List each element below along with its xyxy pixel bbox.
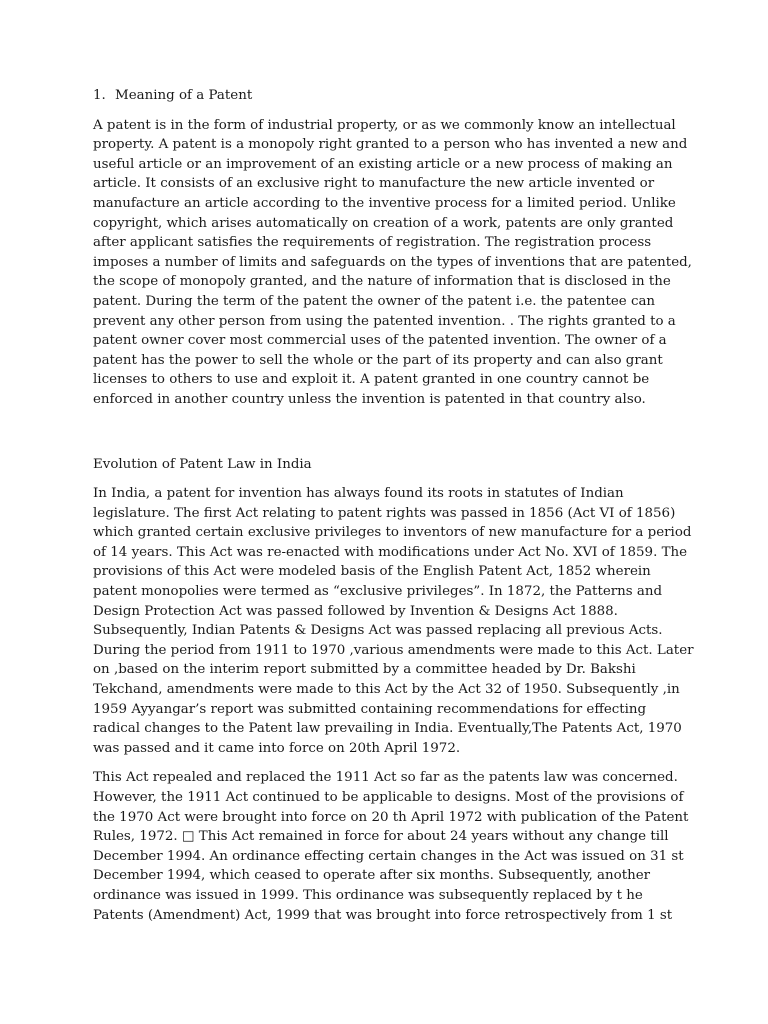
section-heading-meaning-of-patent: [93, 86, 678, 106]
text-line: ordinance was issued in 1999. This ordinance was subsequently replaced by t he: [93, 887, 643, 903]
paragraph-evolution-history: [93, 484, 694, 758]
paragraph-patents-act-1970: [93, 768, 689, 925]
text-line: legislature. The first Act relating to patent rights was passed in 1856 (Act VI of 1856): [93, 505, 676, 521]
text-line: Rules, 1972. □ This Act remained in force for about 24 years without any change till: [93, 829, 669, 845]
text-line: 1959 Ayyangar’s report was submitted containing recommendations for effecting: [93, 701, 647, 717]
text-line: property. A patent is a monopoly right granted to a person who has invented a new and: [93, 137, 688, 153]
document-body: [93, 86, 694, 935]
text-line: A patent is in the form of industrial property, or as we commonly know an intellectual: [93, 117, 676, 133]
text-line: December 1994. An ordinance effecting certain changes in the Act was issued on 31 st: [93, 848, 684, 864]
text-line: of 14 years. This Act was re-enacted with modifications under Act No. XVI of 1859. The: [93, 544, 688, 560]
text-line: after applicant satisfies the requirements of registration. The registration process: [93, 235, 652, 251]
text-line: which granted certain exclusive privileges to inventors of new manufacture for a period: [93, 525, 692, 541]
text-line: on ,based on the interim report submitted by a committee headed by Dr. Bakshi: [93, 662, 636, 678]
text-line: In India, a patent for invention has always found its roots in statutes of Indian: [93, 486, 624, 502]
text-line: Tekchand, amendments were made to this Act by the Act 32 of 1950. Subsequently ,in: [93, 682, 680, 698]
section-heading-evolution: Evolution of Patent Law in India: [93, 456, 312, 472]
text-line: the 1970 Act were brought into force on 20 th April 1972 with publication of the Patent: [93, 809, 689, 825]
paragraph-meaning-of-patent: [93, 116, 692, 410]
text-line: was passed and it came into force on 20th April 1972.: [93, 740, 461, 756]
text-line: radical changes to the Patent law prevailing in India. Eventually,The Patents Act, 1970: [93, 721, 682, 737]
text-line: the scope of monopoly granted, and the nature of information that is disclosed in the: [93, 274, 671, 290]
text-line: This Act repealed and replaced the 1911 Act so far as the patents law was concerned.: [93, 770, 678, 786]
text-line: Subsequently, Indian Patents & Designs Act was passed replacing all previous Acts.: [93, 623, 663, 639]
text-line: Design Protection Act was passed followed by Invention & Designs Act 1888.: [93, 603, 618, 619]
text-line: patent monopolies were termed as “exclusive privileges”. In 1872, the Patterns and: [93, 584, 663, 600]
text-line: imposes a number of limits and safeguards on the types of inventions that are patented,: [93, 254, 692, 270]
text-line: copyright, which arises automatically on creation of a work, patents are only granted: [93, 215, 674, 231]
text-line: prevent any other person from using the patented invention. . The rights granted to a: [93, 313, 676, 329]
text-line: However, the 1911 Act continued to be applicable to designs. Most of the provisions of: [93, 790, 684, 805]
text-line: Patents (Amendment) Act, 1999 that was brought into force retrospectively from 1 st: [93, 907, 673, 923]
text-line: patent owner cover most commercial uses of the patented invention. The owner of a: [93, 333, 667, 349]
text-line: During the period from 1911 to 1970 ,various amendments were made to this Act. Later: [93, 642, 694, 658]
text-line: manufacture an article according to the inventive process for a limited period. Unlike: [93, 195, 676, 211]
text-line: December 1994, which ceased to operate after six months. Subsequently, another: [93, 868, 651, 884]
text-line: article. It consists of an exclusive right to manufacture the new article invented or: [93, 176, 655, 192]
section-title: Meaning of a Patent: [115, 88, 253, 103]
text-line: patent has the power to sell the whole or the part of its property and can also grant: [93, 352, 663, 368]
text-line: patent. During the term of the patent the owner of the patent i.e. the patentee can: [93, 293, 656, 309]
section-number: 1.: [93, 88, 106, 103]
text-line: licenses to others to use and exploit it. A patent granted in one country cannot be: [93, 372, 650, 388]
section-spacer: [93, 420, 678, 455]
text-line: provisions of this Act were modeled basis of the English Patent Act, 1852 wherein: [93, 564, 651, 580]
text-line: enforced in another country unless the invention is patented in that country also.: [93, 391, 646, 407]
text-line: useful article or an improvement of an existing article or a new process of making an: [93, 156, 673, 172]
